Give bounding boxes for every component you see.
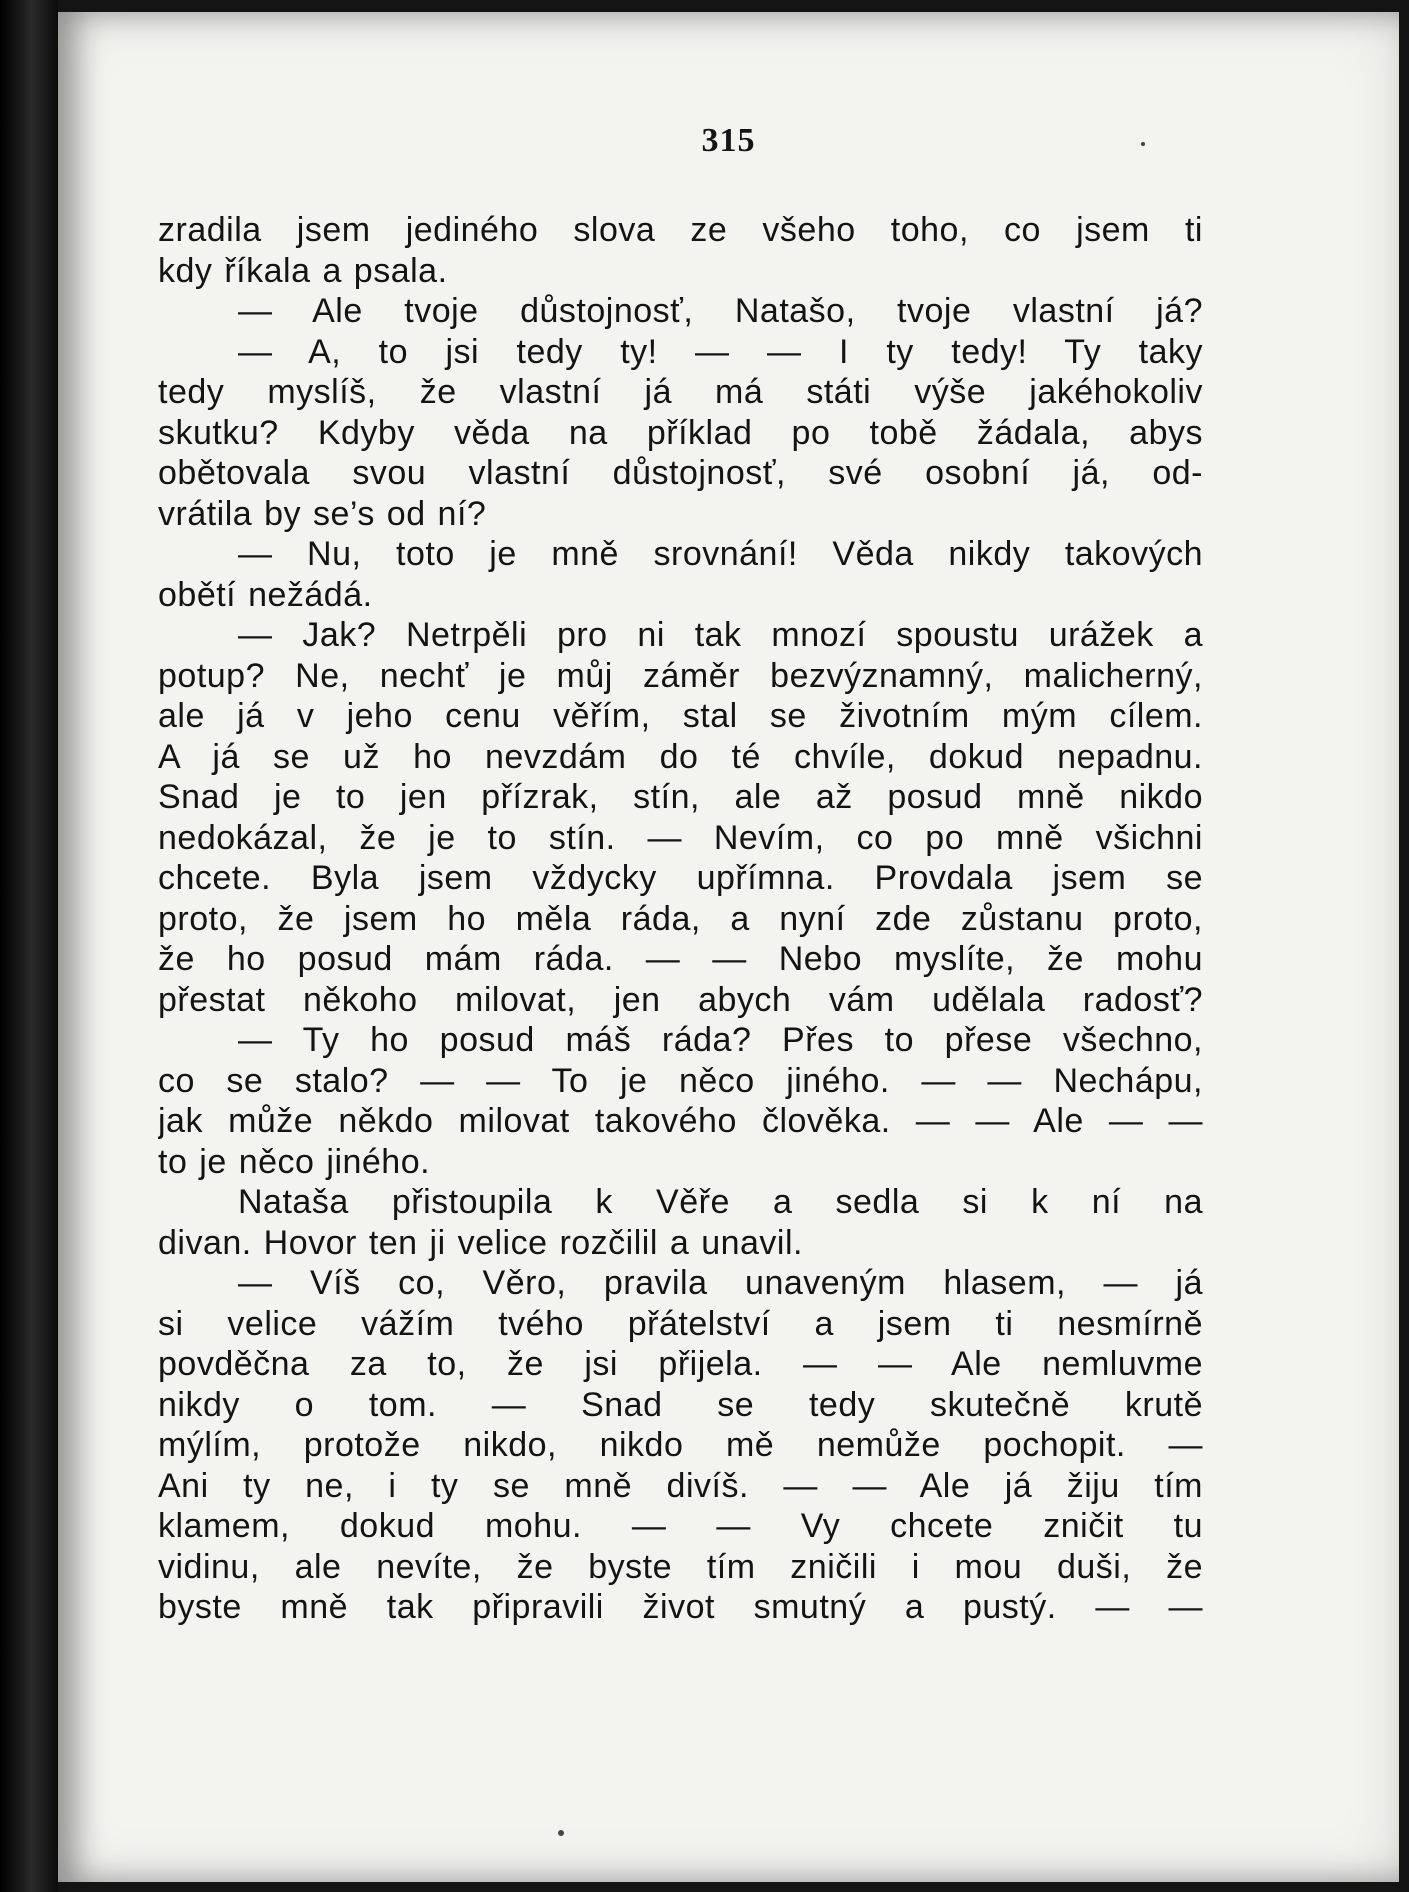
book-gutter xyxy=(0,0,58,1892)
text-line: vidinu, ale nevíte, že byste tím zničili i mou duši, že xyxy=(158,1547,1203,1586)
book-page xyxy=(58,12,1399,1882)
text-line: nedokázal, že je to stín. — Nevím, co po mně všichni xyxy=(158,818,1203,857)
text-line: přestat někoho milovat, jen abych vám udělala radosť? xyxy=(158,980,1203,1019)
text-line: tedy myslíš, že vlastní já má státi výše jakéhokoliv xyxy=(158,373,1203,411)
text-line: byste mně tak připravili život smutný a pustý. — — xyxy=(158,1588,1203,1626)
text-line: Snad je to jen přízrak, stín, ale až posud mně nikdo xyxy=(158,778,1203,816)
text-line: — Ty ho posud máš ráda? Přes to přese všechno, xyxy=(238,1021,1203,1059)
paper-speck xyxy=(558,1830,564,1836)
text-line: povděčna za to, že jsi přijela. — — Ale nemluvme xyxy=(158,1345,1203,1383)
text-line: potup? Ne, nechť je můj záměr bezvýznamný, malicherný, xyxy=(158,656,1203,695)
text-line: že ho posud mám ráda. — — Nebo myslíte, že mohu xyxy=(158,940,1203,978)
text-line: nikdy o tom. — Snad se tedy skutečně krutě xyxy=(158,1385,1203,1424)
text-line: ale já v jeho cenu věřím, stal se životním mým cílem. xyxy=(158,697,1203,735)
text-line: — Nu, toto je mně srovnání! Věda nikdy takových xyxy=(238,535,1203,573)
text-line: vrátila by se’s od ní? xyxy=(158,494,487,533)
text-line: Nataša přistoupila k Věře a sedla si k ní na xyxy=(238,1183,1203,1221)
text-line: mýlím, protože nikdo, nikdo mě nemůže pochopit. — xyxy=(158,1426,1203,1464)
text-line: obětovala svou vlastní důstojnosť, své osobní já, od- xyxy=(158,454,1203,492)
text-line: proto, že jsem ho měla ráda, a nyní zde zůstanu proto, xyxy=(158,899,1203,938)
page-number: 315 xyxy=(701,122,756,159)
text-line: kdy říkala a psala. xyxy=(158,251,448,290)
page-body-text xyxy=(158,210,1203,1628)
text-line: klamem, dokud mohu. — — Vy chcete zničit tu xyxy=(158,1507,1203,1545)
text-line: zradila jsem jediného slova ze všeho toho, co jsem ti xyxy=(158,211,1203,249)
text-line: — Jak? Netrpěli pro ni tak mnozí spoustu urážek a xyxy=(238,616,1203,654)
text-line: jak může někdo milovat takového člověka. — — Ale — — xyxy=(158,1102,1203,1140)
text-line: co se stalo? — — To je něco jiného. — — Nechápu, xyxy=(158,1061,1203,1100)
text-line: Ani ty ne, i ty se mně divíš. — — Ale já žiju tím xyxy=(158,1466,1203,1505)
text-line: — Víš co, Věro, pravila unaveným hlasem, — já xyxy=(238,1264,1203,1302)
text-line: obětí nežádá. xyxy=(158,575,373,614)
text-line: to je něco jiného. xyxy=(158,1142,431,1181)
text-line: A já se už ho nevzdám do té chvíle, dokud nepadnu. xyxy=(158,737,1203,776)
text-line: chcete. Byla jsem vždycky upřímna. Provdala jsem se xyxy=(158,859,1203,897)
paper-speck xyxy=(1141,142,1145,146)
text-line: skutku? Kdyby věda na příklad po tobě žádala, abys xyxy=(158,413,1203,452)
text-line: — Ale tvoje důstojnosť, Natašo, tvoje vlastní já? xyxy=(238,292,1203,330)
text-line: si velice vážím tvého přátelství a jsem ti nesmírně xyxy=(158,1304,1203,1343)
text-line: — A, to jsi tedy ty! — — I ty tedy! Ty taky xyxy=(238,332,1203,371)
text-line: divan. Hovor ten ji velice rozčilil a unavil. xyxy=(158,1223,803,1262)
